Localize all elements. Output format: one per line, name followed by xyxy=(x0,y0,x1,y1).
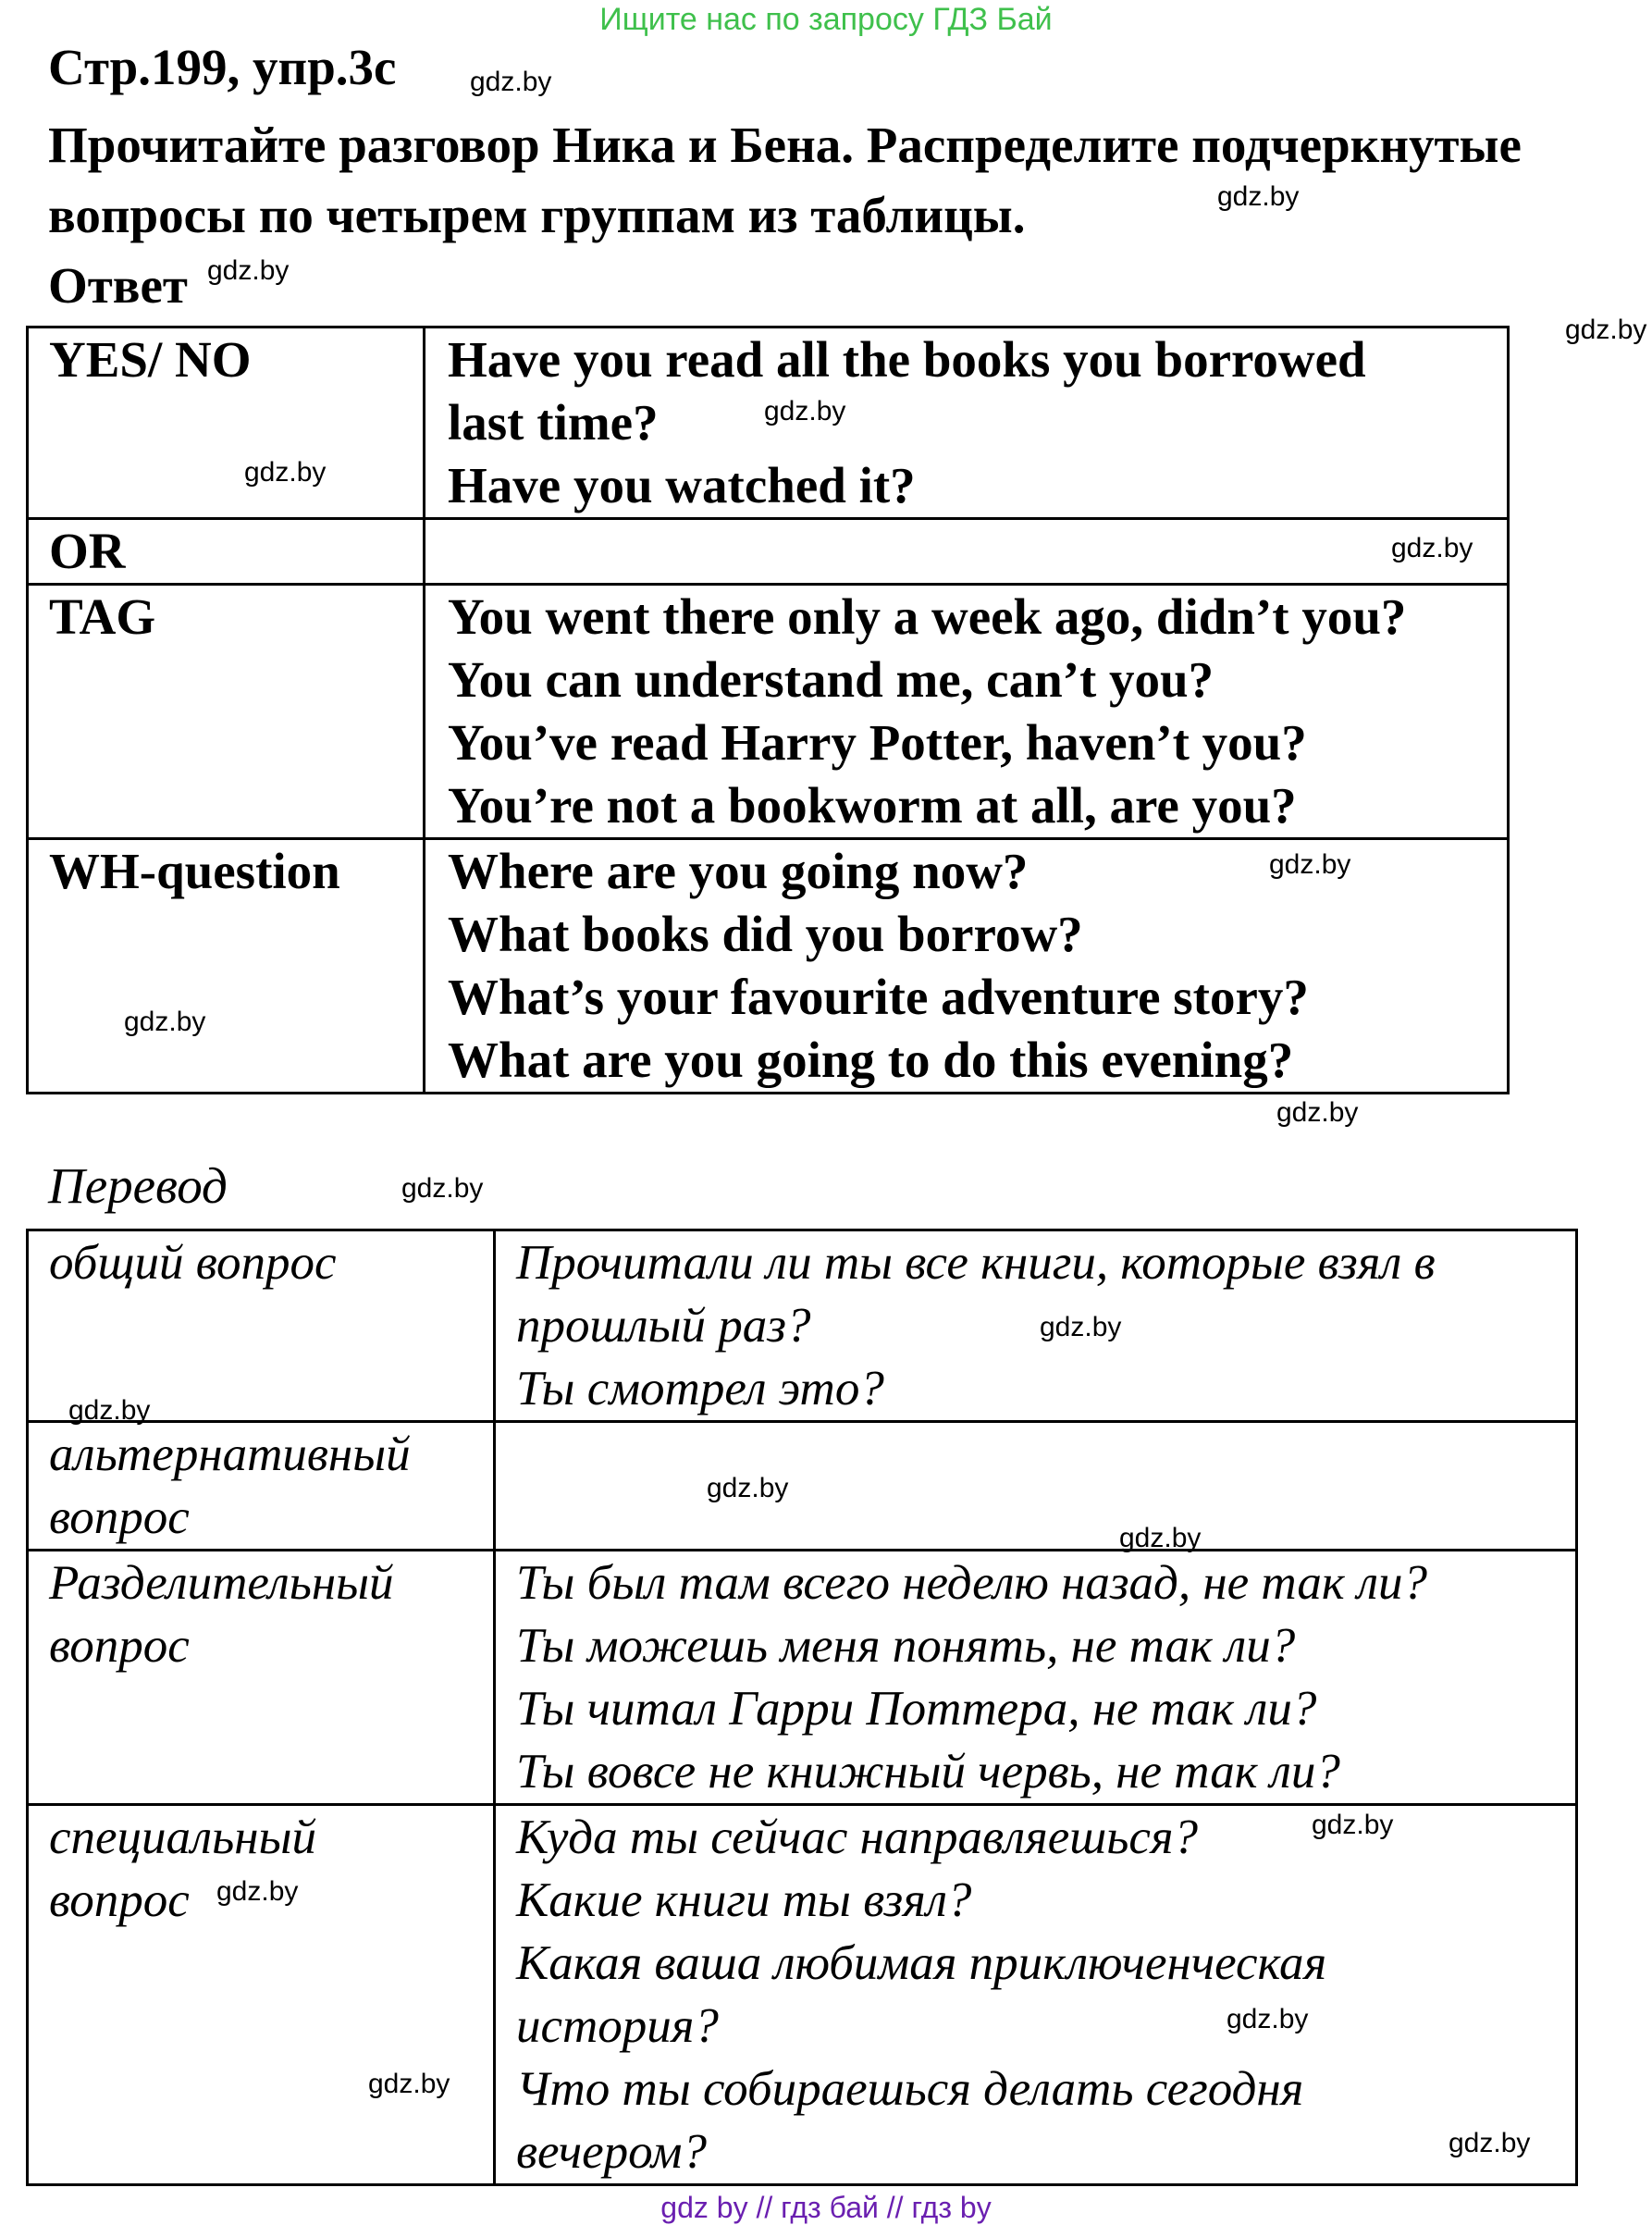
table-row xyxy=(28,1230,1577,1422)
question: Что ты собираешься делать сегодня xyxy=(516,2062,1304,2116)
table-row xyxy=(28,1805,1577,2185)
question: Have you read all the books you borrowed xyxy=(448,331,1366,388)
answer-table xyxy=(26,326,1510,1094)
question-type: TAG xyxy=(49,588,156,645)
question: Какие книги ты взял? xyxy=(516,1873,972,1927)
table-row xyxy=(28,585,1509,839)
watermark: gdz.by xyxy=(1217,181,1300,212)
question: Ты смотрел это? xyxy=(516,1362,884,1415)
translation-heading: Перевод xyxy=(48,1157,228,1214)
watermark: gdz.by xyxy=(1269,849,1351,880)
question-type: специальный xyxy=(49,1811,316,1864)
answer-heading: Ответ xyxy=(48,257,188,314)
watermark: gdz.by xyxy=(707,1473,789,1503)
top-banner[interactable]: Ищите нас по запросу ГДЗ Бай xyxy=(599,2,1053,37)
question: история? xyxy=(516,1999,719,2053)
watermark: gdz.by xyxy=(1565,315,1647,345)
watermark: gdz.by xyxy=(1449,2128,1531,2158)
questions-cell-empty xyxy=(425,519,1509,585)
question: Какая ваша любимая приключенческая xyxy=(516,1936,1327,1990)
watermark: gdz.by xyxy=(68,1395,151,1426)
question-type: WH-question xyxy=(49,843,340,899)
watermark: gdz.by xyxy=(1276,1097,1359,1128)
watermark: gdz.by xyxy=(764,396,846,426)
watermark: gdz.by xyxy=(207,255,290,286)
questions-cell xyxy=(425,328,1509,519)
questions-cell xyxy=(425,585,1509,839)
watermark: gdz.by xyxy=(216,1876,299,1907)
question: Ты вовсе не книжный червь, не так ли? xyxy=(516,1745,1340,1799)
question-type: Разделительный xyxy=(49,1556,394,1610)
watermark: gdz.by xyxy=(1040,1312,1122,1342)
question: Прочитали ли ты все книги, которые взял в xyxy=(516,1236,1436,1290)
question: You can understand me, can’t you? xyxy=(448,651,1214,708)
watermark: gdz.by xyxy=(368,2069,450,2099)
type-cell xyxy=(28,585,425,839)
table-row xyxy=(28,1422,1577,1551)
question: You’ve read Harry Potter, haven’t you? xyxy=(448,714,1307,771)
question: Ты был там всего неделю назад, не так ли? xyxy=(516,1556,1428,1610)
question-type: общий вопрос xyxy=(49,1236,337,1290)
watermark: gdz.by xyxy=(1227,2004,1309,2034)
watermark: gdz.by xyxy=(1391,533,1473,563)
watermark: gdz.by xyxy=(401,1173,484,1204)
question: Ты читал Гарри Поттера, не так ли? xyxy=(516,1682,1317,1736)
watermark: gdz.by xyxy=(244,457,327,488)
question-type: вопрос xyxy=(49,1619,190,1673)
question: You went there only a week ago, didn’t you? xyxy=(448,588,1407,645)
translation-table xyxy=(26,1229,1578,2186)
question: Where are you going now? xyxy=(448,843,1029,899)
question-type: альтернативный xyxy=(49,1428,411,1481)
question-type: OR xyxy=(49,523,126,579)
watermark: gdz.by xyxy=(1312,1810,1394,1840)
watermark: gdz.by xyxy=(470,67,552,97)
questions-cell xyxy=(495,1230,1577,1422)
question-type: YES/ NO xyxy=(49,331,252,388)
type-cell xyxy=(28,1805,495,2185)
page-reference: Стр.199, упр.3c xyxy=(48,39,397,95)
questions-cell xyxy=(495,1551,1577,1805)
footer-links[interactable]: gdz by // гдз бай // гдз by xyxy=(660,2191,992,2224)
type-cell xyxy=(28,1551,495,1805)
table-row xyxy=(28,519,1509,585)
type-cell xyxy=(28,519,425,585)
question: What are you going to do this evening? xyxy=(448,1032,1294,1088)
question-type: вопрос xyxy=(49,1873,190,1927)
table-row xyxy=(28,1551,1577,1805)
question: вечером? xyxy=(516,2125,707,2179)
watermark: gdz.by xyxy=(1119,1523,1202,1553)
watermark: gdz.by xyxy=(124,1007,206,1037)
type-cell xyxy=(28,1230,495,1422)
type-cell xyxy=(28,839,425,1094)
question: What books did you borrow? xyxy=(448,906,1083,962)
task-text-line-1: Прочитайте разговор Ника и Бена. Распределите подчеркнутые xyxy=(48,117,1522,173)
question: Ты можешь меня понять, не так ли? xyxy=(516,1619,1296,1673)
question: прошлый раз? xyxy=(516,1299,811,1353)
type-cell xyxy=(28,1422,495,1551)
questions-cell xyxy=(495,1805,1577,2185)
question: Have you watched it? xyxy=(448,457,916,513)
question: Куда ты сейчас направляешься? xyxy=(516,1811,1199,1864)
task-text-line-2: вопросы по четырем группам из таблицы. xyxy=(48,187,1026,243)
type-cell xyxy=(28,328,425,519)
question: What’s your favourite adventure story? xyxy=(448,969,1309,1025)
question: last time? xyxy=(448,394,659,451)
questions-cell-empty xyxy=(495,1422,1577,1551)
question: You’re not a bookworm at all, are you? xyxy=(448,777,1297,834)
question-type: вопрос xyxy=(49,1490,190,1544)
